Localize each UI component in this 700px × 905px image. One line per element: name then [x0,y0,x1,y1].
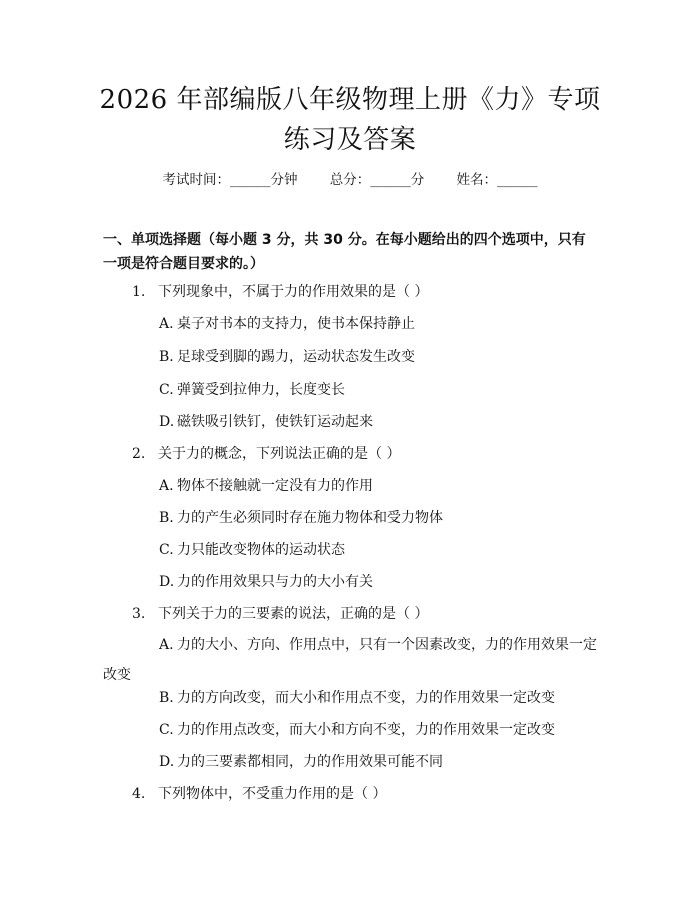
option-text: 足球受到脚的踢力，运动状态发生改变 [177,349,415,365]
option-item [159,752,443,772]
option-letter: A. [159,637,174,653]
option-text: 桌子对书本的支持力，使书本保持静止 [177,316,415,332]
option-text: 力的大小、方向、作用点中，只有一个因素改变，力的作用效果一定改变 [103,637,597,683]
option-text: 力只能改变物体的运动状态 [177,542,345,558]
option-letter: D. [159,574,175,590]
option-letter: D. [159,754,175,770]
option-item [159,688,555,708]
option-item [159,572,373,592]
section-heading: 一、单项选择题（每小题 3 分，共 30 分。在每小题给出的四个选项中，只有一项是符合题目要求的。） [103,232,586,272]
option-item [159,540,345,560]
option-item [159,380,345,400]
option-item [159,314,415,334]
question-stem: 下列物体中，不受重力作用的是（ ） [158,786,387,802]
option-text: 力的产生必须同时存在施力物体和受力物体 [177,510,443,526]
exam-time-field: 考试时间：______分钟 [162,172,298,188]
question-stem: 下列关于力的三要素的说法，正确的是（ ） [158,606,429,622]
question-number: 1. [132,284,146,300]
option-item [159,412,373,432]
option-letter: B. [159,510,174,526]
option-text: 弹簧受到拉伸力，长度变长 [177,382,345,398]
question-stem: 下列现象中，不属于力的作用效果的是（ ） [158,284,429,300]
question-item [132,282,428,302]
exam-info-line [0,168,700,188]
option-text: 力的三要素都相同，力的作用效果可能不同 [177,754,443,770]
option-item [159,720,555,740]
option-item [159,508,443,528]
question-item [132,604,428,624]
option-letter: C. [159,382,174,398]
option-letter: C. [159,722,174,738]
question-item [132,784,386,804]
question-number: 2. [132,446,146,462]
option-letter: D. [159,414,175,430]
student-name-field: 姓名：______ [456,172,538,188]
option-item [159,476,373,496]
option-item [159,347,415,367]
total-score-field: 总分：______分 [329,172,425,188]
question-number: 4. [132,786,146,802]
option-letter: C. [159,542,174,558]
option-letter: A. [159,316,174,332]
option-text: 力的作用效果只与力的大小有关 [177,574,373,590]
option-text: 力的作用点改变，而大小和方向不变，力的作用效果一定改变 [177,722,555,738]
option-letter: B. [159,349,174,365]
page-title: 2026 年部编版八年级物理上册《力》专项练习及答案 [99,85,601,155]
option-text: 力的方向改变，而大小和作用点不变，力的作用效果一定改变 [177,690,555,706]
option-letter: B. [159,690,174,706]
option-text: 磁铁吸引铁钉，使铁钉运动起来 [177,414,373,430]
question-item [132,444,400,464]
option-item [103,630,598,690]
question-number: 3. [132,606,146,622]
question-stem: 关于力的概念，下列说法正确的是（ ） [158,446,401,462]
option-text: 物体不接触就一定没有力的作用 [177,478,373,494]
option-letter: A. [159,478,174,494]
